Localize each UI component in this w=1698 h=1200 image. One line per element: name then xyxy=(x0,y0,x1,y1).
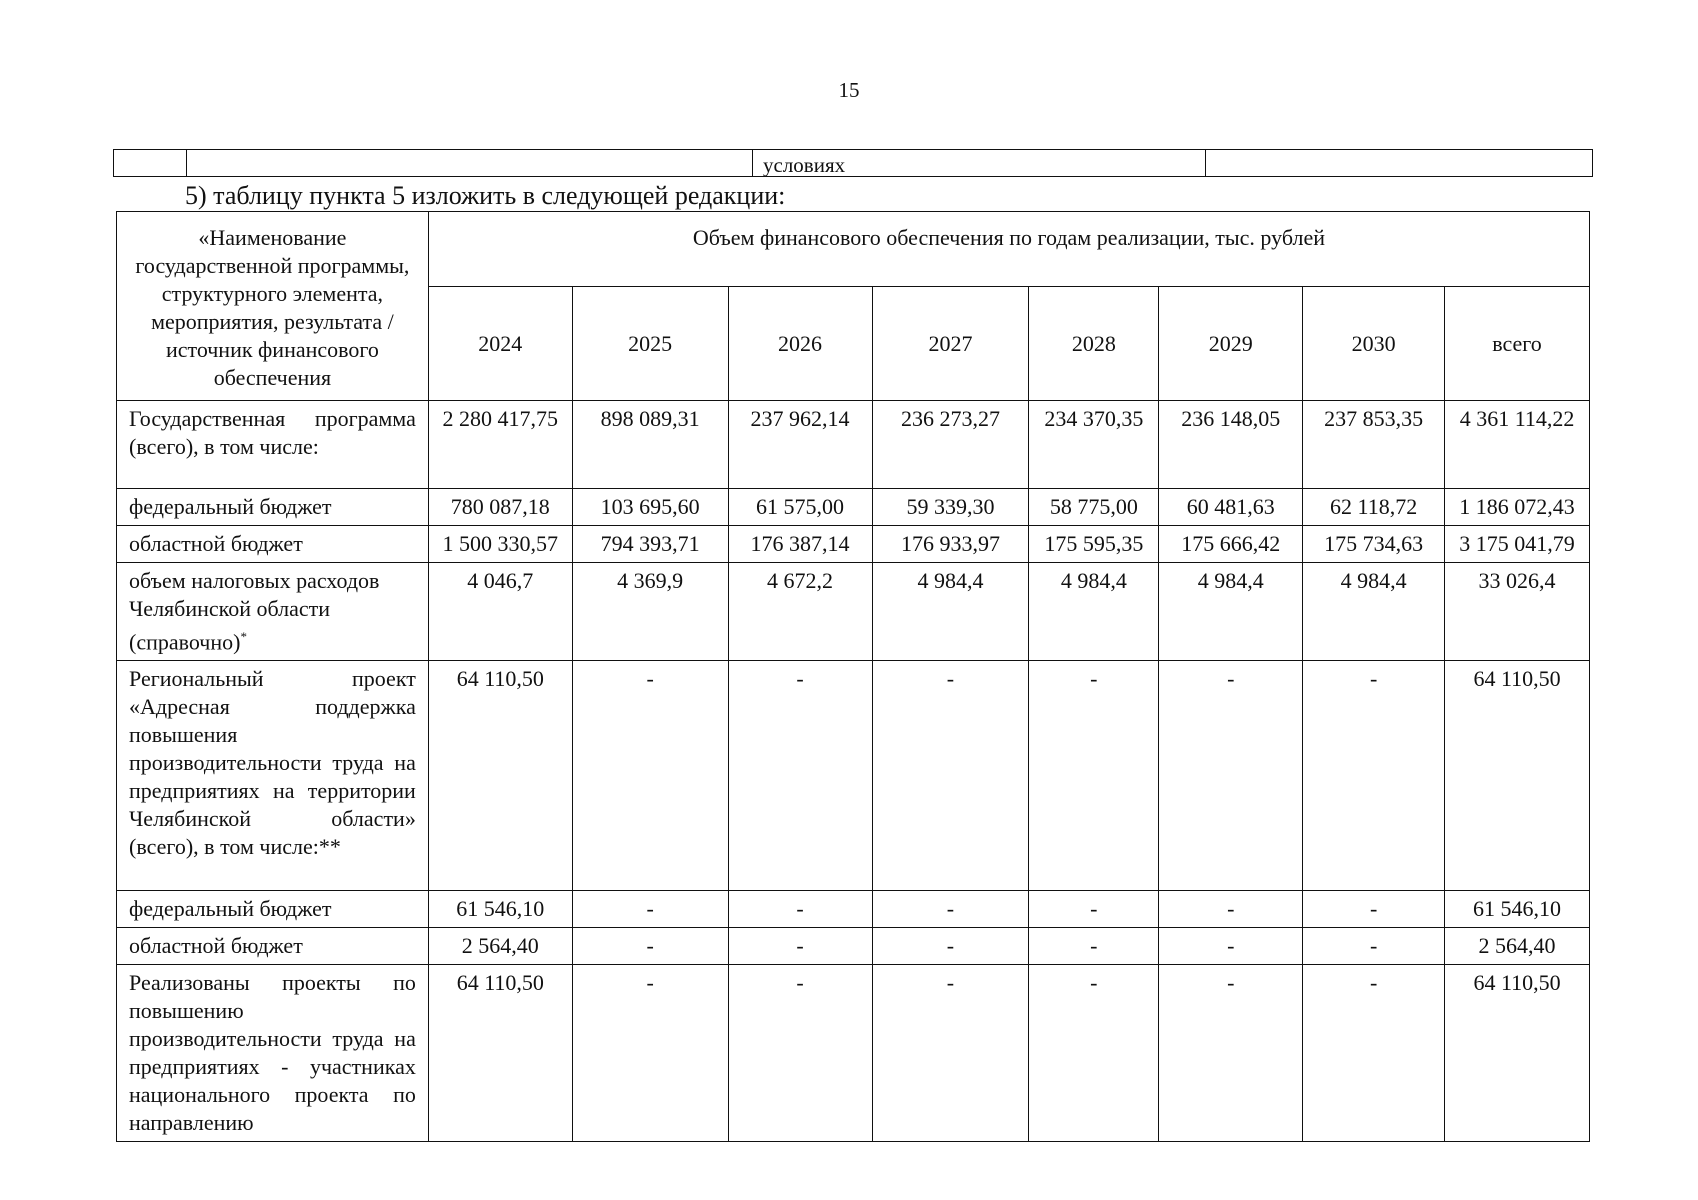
table-row xyxy=(117,965,1590,1142)
table-cell: - xyxy=(572,891,728,928)
table-row xyxy=(117,928,1590,965)
table-cell: - xyxy=(728,965,872,1142)
table-cell: 59 339,30 xyxy=(872,489,1029,526)
table-cell: - xyxy=(1029,965,1159,1142)
table-cell: 4 361 114,22 xyxy=(1445,401,1590,489)
table-cell: 237 962,14 xyxy=(728,401,872,489)
table-cell: 237 853,35 xyxy=(1303,401,1445,489)
table-cell: - xyxy=(1029,661,1159,891)
table-cell: 780 087,18 xyxy=(428,489,572,526)
header-year: всего xyxy=(1445,287,1590,401)
page-number: 15 xyxy=(838,78,860,102)
table-cell: 4 984,4 xyxy=(1029,563,1159,661)
table-cell: - xyxy=(872,928,1029,965)
table-cell: 64 110,50 xyxy=(428,661,572,891)
footnote-mark: * xyxy=(240,629,247,644)
table-cell: - xyxy=(1159,661,1303,891)
table-row xyxy=(117,401,1590,489)
table-cell: 176 387,14 xyxy=(728,526,872,563)
header-year: 2029 xyxy=(1159,287,1303,401)
table-row xyxy=(117,563,1590,661)
table-row xyxy=(117,489,1590,526)
table-cell: 4 046,7 xyxy=(428,563,572,661)
prev-table-cell xyxy=(187,150,753,177)
table-cell: - xyxy=(572,661,728,891)
table-row xyxy=(117,891,1590,928)
header-year: 2028 xyxy=(1029,287,1159,401)
table-cell: - xyxy=(572,928,728,965)
table-row xyxy=(117,661,1590,891)
table-cell: - xyxy=(872,661,1029,891)
table-header-row xyxy=(117,212,1590,287)
row-name: областной бюджет xyxy=(117,526,429,563)
table-cell: 794 393,71 xyxy=(572,526,728,563)
table-cell: 2 564,40 xyxy=(1445,928,1590,965)
table-cell: 176 933,97 xyxy=(872,526,1029,563)
row-name: федеральный бюджет xyxy=(117,489,429,526)
table-cell: - xyxy=(728,661,872,891)
table-cell: 62 118,72 xyxy=(1303,489,1445,526)
table-row xyxy=(117,526,1590,563)
table-cell: 33 026,4 xyxy=(1445,563,1590,661)
table-cell: - xyxy=(728,928,872,965)
table-cell: - xyxy=(872,891,1029,928)
header-year: 2025 xyxy=(572,287,728,401)
table-cell: 2 280 417,75 xyxy=(428,401,572,489)
header-year: 2027 xyxy=(872,287,1029,401)
table-cell: 175 666,42 xyxy=(1159,526,1303,563)
table-cell: 64 110,50 xyxy=(1445,965,1590,1142)
prev-table-cell xyxy=(114,150,187,177)
row-name: Государственная программа (всего), в том числе: xyxy=(117,401,429,489)
row-name: федеральный бюджет xyxy=(117,891,429,928)
prev-table-cell: условиях xyxy=(753,150,1206,177)
table-cell: 4 984,4 xyxy=(872,563,1029,661)
table-cell: 64 110,50 xyxy=(428,965,572,1142)
table-cell: 3 175 041,79 xyxy=(1445,526,1590,563)
table-cell: 175 595,35 xyxy=(1029,526,1159,563)
table-cell: 236 273,27 xyxy=(872,401,1029,489)
table-cell: 4 984,4 xyxy=(1303,563,1445,661)
table-cell: 60 481,63 xyxy=(1159,489,1303,526)
table-cell: - xyxy=(872,965,1029,1142)
table-cell: - xyxy=(1303,928,1445,965)
table-cell: 64 110,50 xyxy=(1445,661,1590,891)
table-cell: 175 734,63 xyxy=(1303,526,1445,563)
prev-table-cell xyxy=(1206,150,1593,177)
table-cell: 236 148,05 xyxy=(1159,401,1303,489)
row-name: объем налоговых расходов Челябинской области (справочно) xyxy=(129,568,380,655)
table-cell: - xyxy=(1029,928,1159,965)
table-cell: 61 575,00 xyxy=(728,489,872,526)
table-cell: - xyxy=(1303,661,1445,891)
table-cell: - xyxy=(1159,928,1303,965)
table-cell: 1 500 330,57 xyxy=(428,526,572,563)
table-cell: - xyxy=(1029,891,1159,928)
table-cell: 58 775,00 xyxy=(1029,489,1159,526)
table-cell: 103 695,60 xyxy=(572,489,728,526)
table-cell: - xyxy=(1159,965,1303,1142)
row-name-cell xyxy=(117,563,429,661)
table-cell: 4 672,2 xyxy=(728,563,872,661)
table-cell: - xyxy=(728,891,872,928)
section-heading: 5) таблицу пункта 5 изложить в следующей редакции: xyxy=(185,181,786,210)
header-name-column: «Наименование государственной программы, структурного элемента, мероприятия, результата / источник финансового обеспечения xyxy=(117,212,429,401)
table-cell: 1 186 072,43 xyxy=(1445,489,1590,526)
header-year: 2026 xyxy=(728,287,872,401)
previous-table-fragment xyxy=(113,149,1593,177)
table-cell: - xyxy=(1303,965,1445,1142)
table-cell: 898 089,31 xyxy=(572,401,728,489)
header-group: Объем финансового обеспечения по годам реализации, тыс. рублей xyxy=(428,212,1589,287)
financing-table xyxy=(116,211,1590,1142)
table-cell: 4 984,4 xyxy=(1159,563,1303,661)
row-name: Региональный проект «Адресная поддержка повышения производительности труда на предприятиях на территории Челябинской области» (всего), в том числе:** xyxy=(117,661,429,891)
table-cell: 61 546,10 xyxy=(428,891,572,928)
table-cell: 2 564,40 xyxy=(428,928,572,965)
header-year: 2030 xyxy=(1303,287,1445,401)
header-year: 2024 xyxy=(428,287,572,401)
table-cell: - xyxy=(572,965,728,1142)
table-cell: - xyxy=(1159,891,1303,928)
table-cell: - xyxy=(1303,891,1445,928)
table-cell: 61 546,10 xyxy=(1445,891,1590,928)
row-name: областной бюджет xyxy=(117,928,429,965)
table-cell: 234 370,35 xyxy=(1029,401,1159,489)
row-name: Реализованы проекты по повышению производительности труда на предприятиях - участниках национального проекта по направлению xyxy=(117,965,429,1142)
table-cell: 4 369,9 xyxy=(572,563,728,661)
